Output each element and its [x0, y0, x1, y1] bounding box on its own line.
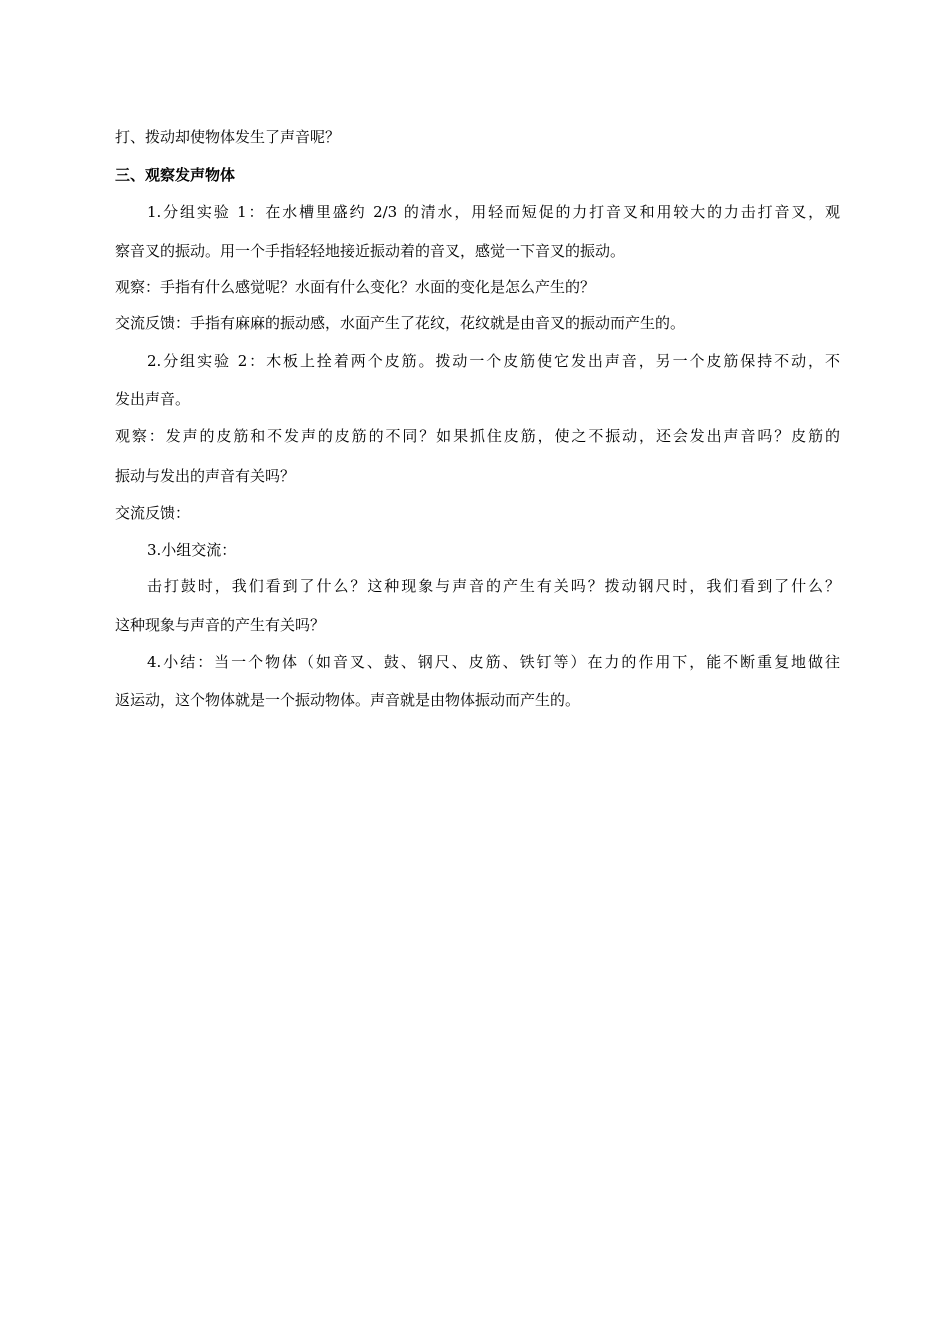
text-line-observe-2-cont: 振动与发出的声音有关吗？: [115, 467, 296, 485]
text-line-experiment-1-cont: 察音叉的振动。用一个手指轻轻地接近振动着的音叉，感觉一下音叉的振动。: [115, 242, 626, 260]
text-line-discussion-question-cont: 这种现象与声音的产生有关吗？: [115, 616, 326, 634]
text-line-continuation: 打、拨动却使物体发生了声音呢？: [115, 128, 341, 146]
text-line-experiment-2: 2.分组实验 2：木板上拴着两个皮筋。拨动一个皮筋使它发出声音，另一个皮筋保持不动，不: [147, 352, 840, 370]
text-line-experiment-1: 1.分组实验 1：在水槽里盛约 2/3 的清水，用轻而短促的力打音叉和用较大的力击打音叉，观: [147, 203, 840, 221]
text-line-observe-1: 观察：手指有什么感觉呢？水面有什么变化？水面的变化是怎么产生的？: [115, 278, 596, 296]
text-line-observe-2: 观察：发声的皮筋和不发声的皮筋的不同？如果抓住皮筋，使之不振动，还会发出声音吗？皮筋的: [115, 427, 840, 445]
text-line-discussion-question: 击打鼓时，我们看到了什么？这种现象与声音的产生有关吗？拨动钢尺时，我们看到了什么？: [147, 577, 840, 595]
section-heading: 三、观察发声物体: [115, 166, 236, 184]
text-line-group-discussion: 3.小组交流：: [147, 541, 237, 559]
text-line-summary-cont: 返运动，这个物体就是一个振动物体。声音就是由物体振动而产生的。: [115, 691, 581, 709]
text-line-summary: 4.小结：当一个物体（如音叉、鼓、钢尺、皮筋、铁钉等）在力的作用下，能不断重复地做往: [147, 653, 840, 671]
text-line-feedback-2: 交流反馈：: [115, 504, 191, 522]
text-line-feedback-1: 交流反馈：手指有麻麻的振动感，水面产生了花纹，花纹就是由音叉的振动而产生的。: [115, 314, 686, 332]
text-line-experiment-2-cont: 发出声音。: [115, 390, 191, 408]
